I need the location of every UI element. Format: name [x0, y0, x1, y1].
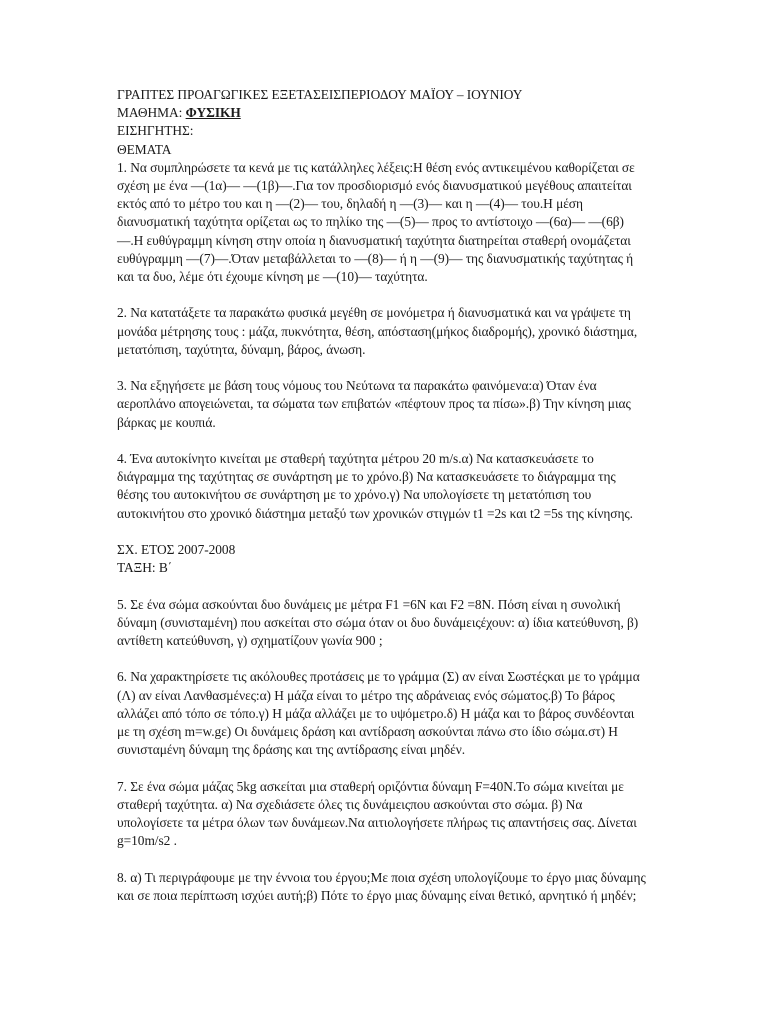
school-year: ΣΧ. ΕΤΟΣ 2007-2008 [117, 542, 236, 558]
subject-value: ΦΥΣΙΚΗ [185, 105, 241, 121]
topics-label: ΘΕΜΑΤΑ [117, 141, 172, 157]
exam-title: ΓΡΑΠΤΕΣ ΠΡΟΑΓΩΓΙΚΕΣ ΕΞΕΤΑΣΕΙΣΠΕΡΙΟΔΟΥ ΜΑΪΟΥ – ΙΟΥΝΙΟΥ [117, 87, 523, 102]
question-2: 2. Να κατατάξετε τα παρακάτω φυσικά μεγέθη σε μονόμετρα ή διανυσματικά και να γράψετε τη μονάδα μέτρησης τους : μάζα, πυκνότητα, θέση, απόσταση(μήκος διαδρομής), χρονικό διάστημα, μετατόπιση, ταχύτητα, δύναμη, βάρος, άνωση. [117, 305, 638, 357]
question-1: 1. Να συμπληρώσετε τα κενά με τις κατάλληλες λέξεις:Η θέση ενός αντικειμένου καθορίζεται σε σχέση με ένα —(1α)— —(1β)—.Για τον προσδιορισμό ενός διανυσματικού μεγέθους απαιτείται εκτός από το μέτρο του και η —(2)— του, δηλαδή η —(3)— και η —(4)— του.Η μέση διανυσματική ταχύτητα ορίζεται ως το πηλίκο της —(5)— προς το αντίστοιχο —(6α)— —(6β)—.Η ευθύγραμμη κίνηση στην οποία η διανυσματική ταχύτητα διατηρείται σταθερή ονομάζεται ευθύγραμμη —(7)—.Όταν μεταβάλλεται το —(8)— ή η —(9)— της διανυσματικής ταχύτητας ή και τα δυο, λέμε ότι έχουμε κίνηση με —(10)— ταχύτητα. [117, 159, 635, 285]
question-3: 3. Να εξηγήσετε με βάση τους νόμους του Νεύτωνα τα παρακάτω φαινόμενα:α) Όταν ένα αεροπλάνο απογειώνεται, τα σώματα των επιβατών «πέφτουν προς τα πίσω».β) Την κίνηση μιας βάρκας με κουπιά. [117, 378, 631, 430]
question-7: 7. Σε ένα σώμα μάζας 5kg ασκείται μια σταθερή οριζόντια δύναμη F=40N.Το σώμα κινείται με σταθερή ταχύτητα. α) Να σχεδιάσετε όλες τις δυνάμειςπου ασκούνται στο σώμα. β) Να υπολογίσετε τα μέτρα όλων των δυνάμεων.Να αιτιολογήσετε πλήρως τις απαντήσεις σας. Δίνεται g=10m/s2 . [117, 778, 637, 849]
question-6: 6. Να χαρακτηρίσετε τις ακόλουθες προτάσεις με το γράμμα (Σ) αν είναι Σωστέςκαι με το γράμμα (Λ) αν είναι Λανθασμένες:α) Η μάζα είναι το μέτρο της αδράνειας ενός σώματος.β) Το βάρος αλλάζει από τόπο σε τόπο.γ) Η μάζα αλλάζει με το υψόμετρο.δ) Η μάζα και το βάρος συνδέονται με τη σχέση m=w.gε) Οι δυνάμεις δράση και αντίδραση ασκούνται πάνω στο ίδιο σώμα.στ) Η συνισταμένη δύναμη της δράσης και της αντίδρασης είναι μηδέν. [117, 669, 640, 758]
subject-line [117, 104, 647, 122]
question-8: 8. α) Τι περιγράφουμε με την έννοια του έργου;Με ποια σχέση υπολογίζουμε το έργο μιας δύναμης και σε ποια περίπτωση ισχύει αυτή;β) Πότε το έργο μιας δύναμης είναι θετικό, αρνητικό ή μηδέν; [117, 869, 646, 903]
subject-label: ΜΑΘΗΜΑ: [117, 105, 186, 121]
question-5: 5. Σε ένα σώμα ασκούνται δυο δυνάμεις με μέτρα F1 =6N και F2 =8N. Πόση είναι η συνολική δύναμη (συνισταμένη) που ασκείται στο σώμα όταν οι δυο δυνάμειςέχουν: α) ίδια κατεύθυνση, β) αντίθετη κατεύθυνση, γ) σχηματίζουν γωνία 900 ; [117, 596, 639, 649]
question-4: 4. Ένα αυτοκίνητο κινείται με σταθερή ταχύτητα μέτρου 20 m/s.α) Να κατασκευάσετε το διάγραμμα της ταχύτητας σε συνάρτηση με το χρόνο.β) Να κατασκευάσετε το διάγραμμα της θέσης του αυτοκινήτου σε συνάρτηση με το χρόνο.γ) Να υπολογίσετε τη μετατόπιση του αυτοκινήτου στο χρονικό διάστημα μεταξύ των χρονικών στιγμών t1 =2s και t2 =5s της κίνησης. [117, 451, 633, 521]
class-label: ΤΑΞΗ: Β΄ [117, 560, 173, 576]
instructor-label: ΕΙΣΗΓΗΤΗΣ: [117, 123, 194, 139]
exam-document [117, 86, 647, 905]
